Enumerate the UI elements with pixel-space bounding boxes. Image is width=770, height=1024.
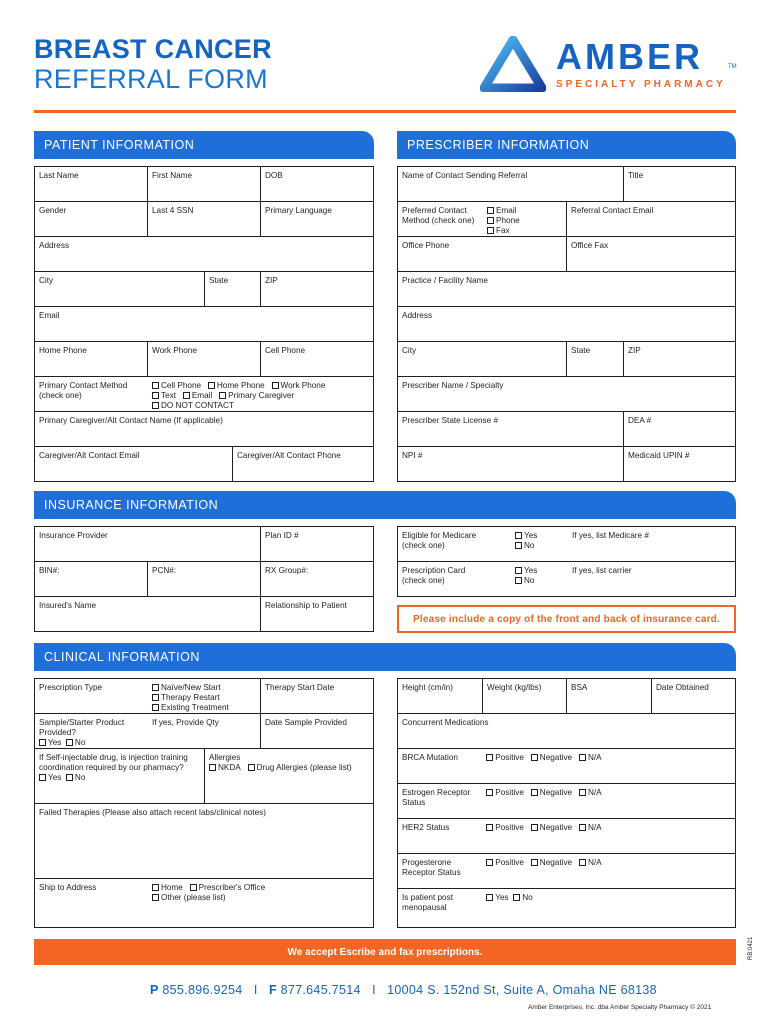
sample-provided-field: Sample/Starter Product Provided? Yes No — [35, 714, 148, 749]
text-checkbox[interactable]: Text — [152, 391, 176, 400]
pref-fax-checkbox[interactable]: Fax — [487, 226, 510, 235]
ship-to-options — [148, 879, 374, 928]
allergies-field: Allergies NKDA Drug Allergies (please list) — [205, 749, 374, 804]
trademark: TM — [728, 64, 737, 70]
patient-state-field[interactable]: State — [205, 272, 261, 307]
existing-checkbox[interactable]: Existing Treatment — [152, 703, 229, 712]
first-name-field[interactable]: First Name — [148, 167, 261, 202]
brand-name: AMBER — [556, 36, 703, 77]
therapy-start-date-field[interactable]: Therapy Start Date — [261, 679, 374, 714]
contact-line: P 855.896.9254 I F 877.645.7514 I 10004 S. 152nd St, Suite A, Omaha NE 68138 — [150, 983, 657, 997]
patient-email-field[interactable]: Email — [35, 307, 374, 342]
contact-name-field[interactable]: Name of Contact Sending Referral — [398, 167, 624, 202]
brca-positive-checkbox[interactable]: Positive — [486, 753, 524, 762]
rx-group-field[interactable]: RX Group#: — [261, 562, 374, 597]
self-inject-field: If Self-injectable drug, is injection training coordination required by our pharmacy? Yes No — [35, 749, 205, 804]
prescriber-title-field[interactable]: Title — [624, 167, 736, 202]
primary-language-field[interactable]: Primary Language — [261, 202, 374, 237]
failed-therapies-field[interactable]: Failed Therapies (Please also attach recent labs/clinical notes) — [35, 804, 374, 879]
insurance-card-notice: Please include a copy of the front and back of insurance card. — [397, 605, 736, 633]
nkda-checkbox[interactable]: NKDA — [209, 763, 241, 772]
clinical-grid-right — [397, 678, 736, 928]
sample-no-checkbox[interactable]: No — [66, 738, 85, 747]
postmeno-yes-checkbox[interactable]: Yes — [486, 893, 508, 902]
phone-number: 855.896.9254 — [162, 983, 243, 997]
brca-negative-checkbox[interactable]: Negative — [531, 753, 572, 762]
naive-checkbox[interactable]: Naïve/New Start — [152, 683, 221, 692]
estrogen-positive-checkbox[interactable]: Positive — [486, 788, 524, 797]
work-phone-field[interactable]: Work Phone — [148, 342, 261, 377]
sample-qty-field[interactable]: If yes, Provide Qty — [148, 714, 261, 749]
medicare-eligible-label: Eligible for Medicare (check one) — [398, 527, 511, 562]
prescriber-city-field[interactable]: City — [398, 342, 567, 377]
home-phone-field[interactable]: Home Phone — [35, 342, 148, 377]
sample-yes-checkbox[interactable]: Yes — [39, 738, 61, 747]
escribe-banner: We accept Escribe and fax prescriptions. — [34, 939, 736, 965]
home-phone-checkbox[interactable]: Home Phone — [208, 381, 265, 390]
pharmacy-address: 10004 S. 152nd St, Suite A, Omaha NE 68138 — [387, 983, 657, 997]
prescriber-info-header: PRESCRIBER INFORMATION — [397, 131, 736, 159]
bin-field[interactable]: BIN#: — [35, 562, 148, 597]
primary-contact-label: Primary Contact Method (check one) — [35, 377, 148, 412]
her2-positive-checkbox[interactable]: Positive — [486, 823, 524, 832]
rx-card-no-checkbox[interactable]: No — [515, 576, 534, 585]
amber-logo-icon — [480, 36, 546, 92]
progesterone-row: Progesterone Receptor Status Positive Negative N/A — [398, 854, 736, 889]
clinical-info-header: CLINICAL INFORMATION — [34, 643, 736, 671]
state-license-field[interactable]: Prescriber State License # — [398, 412, 624, 447]
postmenopausal-row: Is patient post menopausal Yes No — [398, 889, 736, 928]
patient-grid — [34, 166, 374, 482]
office-fax-field[interactable]: Office Fax — [567, 237, 736, 272]
height-field[interactable]: Height (cm/in) — [398, 679, 483, 714]
brca-row: BRCA Mutation Positive Negative N/A — [398, 749, 736, 784]
caregiver-name-field[interactable]: Primary Caregiver/Alt Contact Name (If applicable) — [35, 412, 374, 447]
npi-field[interactable]: NPI # — [398, 447, 624, 482]
bsa-field[interactable]: BSA — [567, 679, 652, 714]
rx-card-yes-checkbox[interactable]: Yes — [515, 566, 537, 575]
caregiver-email-field[interactable]: Caregiver/Alt Contact Email — [35, 447, 233, 482]
date-obtained-field[interactable]: Date Obtained — [652, 679, 736, 714]
insured-name-field[interactable]: Insured's Name — [35, 597, 261, 632]
medicare-no-checkbox[interactable]: No — [515, 541, 534, 550]
ship-home-checkbox[interactable]: Home — [152, 883, 183, 892]
preferred-contact-options — [483, 202, 567, 237]
pref-email-checkbox[interactable]: Email — [487, 206, 516, 215]
drug-allergies-checkbox[interactable]: Drug Allergies (please list) — [248, 763, 352, 772]
medicare-number-field[interactable]: If yes, list Medicare # — [568, 527, 736, 562]
primary-contact-options — [148, 377, 374, 412]
relationship-field[interactable]: Relationship to Patient — [261, 597, 374, 632]
form-title-line2: REFERRAL FORM — [34, 64, 268, 94]
inject-no-checkbox[interactable]: No — [66, 773, 85, 782]
prescriber-address-field[interactable]: Address — [398, 307, 736, 342]
insurance-grid-left — [34, 526, 374, 632]
prescriber-zip-field[interactable]: ZIP — [624, 342, 736, 377]
prescriber-name-specialty-field[interactable]: Prescriber Name / Specialty — [398, 377, 736, 412]
sample-date-field[interactable]: Date Sample Provided — [261, 714, 374, 749]
pcn-field[interactable]: PCN#: — [148, 562, 261, 597]
restart-checkbox[interactable]: Therapy Restart — [152, 693, 220, 702]
work-phone-checkbox[interactable]: Work Phone — [272, 381, 326, 390]
prog-na-checkbox[interactable]: N/A — [579, 858, 602, 867]
ship-to-label: Ship to Address — [35, 879, 148, 928]
do-not-contact-checkbox[interactable]: DO NOT CONTACT — [152, 401, 234, 410]
estrogen-na-checkbox[interactable]: N/A — [579, 788, 602, 797]
preferred-contact-label: Preferred Contact Method (check one) — [398, 202, 483, 237]
office-phone-field[interactable]: Office Phone — [398, 237, 567, 272]
dob-field[interactable]: DOB — [261, 167, 374, 202]
insurance-grid-right — [397, 526, 736, 597]
concurrent-meds-field[interactable]: Concurrent Medications — [398, 714, 736, 749]
prescriber-state-field[interactable]: State — [567, 342, 624, 377]
prog-negative-checkbox[interactable]: Negative — [531, 858, 572, 867]
patient-city-field[interactable]: City — [35, 272, 205, 307]
rx-card-options — [511, 562, 568, 597]
email-checkbox[interactable]: Email — [183, 391, 212, 400]
medicare-yes-checkbox[interactable]: Yes — [515, 531, 537, 540]
form-title-line1: BREAST CANCER — [34, 34, 272, 64]
copyright: Amber Enterprises, Inc. dba Amber Specialty Pharmacy © 2021 — [528, 1004, 712, 1011]
weight-field[interactable]: Weight (kg/lbs) — [483, 679, 567, 714]
patient-address-field[interactable]: Address — [35, 237, 374, 272]
pref-phone-checkbox[interactable]: Phone — [487, 216, 520, 225]
brca-na-checkbox[interactable]: N/A — [579, 753, 602, 762]
referral-email-field[interactable]: Referral Contact Email — [567, 202, 736, 237]
fax-number: 877.645.7514 — [280, 983, 361, 997]
gender-field[interactable]: Gender — [35, 202, 148, 237]
estrogen-negative-checkbox[interactable]: Negative — [531, 788, 572, 797]
caregiver-checkbox[interactable]: Primary Caregiver — [219, 391, 294, 400]
estrogen-row: Estrogen Receptor Status Positive Negative N/A — [398, 784, 736, 819]
insurance-info-header: INSURANCE INFORMATION — [34, 491, 736, 519]
postmeno-no-checkbox[interactable]: No — [513, 893, 532, 902]
caregiver-phone-field[interactable]: Caregiver/Alt Contact Phone — [233, 447, 374, 482]
rx-type-label: Prescription Type — [35, 679, 148, 714]
brand-subtitle: SPECIALTY PHARMACY — [556, 79, 726, 90]
cell-phone-field[interactable]: Cell Phone — [261, 342, 374, 377]
prescriber-grid — [397, 166, 736, 482]
her2-negative-checkbox[interactable]: Negative — [531, 823, 572, 832]
plan-id-field[interactable]: Plan ID # — [261, 527, 374, 562]
patient-zip-field[interactable]: ZIP — [261, 272, 374, 307]
her2-row: HER2 Status Positive Negative N/A — [398, 819, 736, 854]
patient-info-header: PATIENT INFORMATION — [34, 131, 374, 159]
clinical-grid-left — [34, 678, 374, 928]
rx-card-label: Prescription Card (check one) — [398, 562, 511, 597]
cell-phone-checkbox[interactable]: Cell Phone — [152, 381, 201, 390]
last-name-field[interactable]: Last Name — [35, 167, 148, 202]
last4-ssn-field[interactable]: Last 4 SSN — [148, 202, 261, 237]
carrier-field[interactable]: If yes, list carrier — [568, 562, 736, 597]
insurance-provider-field[interactable]: Insurance Provider — [35, 527, 261, 562]
ship-office-checkbox[interactable]: Prescriber's Office — [190, 883, 265, 892]
ship-other-checkbox[interactable]: Other (please list) — [152, 893, 226, 902]
medicaid-upin-field[interactable]: Medicaid UPIN # — [624, 447, 736, 482]
dea-field[interactable]: DEA # — [624, 412, 736, 447]
form-code: RB:0421 — [748, 936, 754, 960]
her2-na-checkbox[interactable]: N/A — [579, 823, 602, 832]
prog-positive-checkbox[interactable]: Positive — [486, 858, 524, 867]
rx-type-options — [148, 679, 261, 714]
header-divider — [34, 110, 736, 113]
inject-yes-checkbox[interactable]: Yes — [39, 773, 61, 782]
medicare-eligible-options — [511, 527, 568, 562]
practice-name-field[interactable]: Practice / Facility Name — [398, 272, 736, 307]
